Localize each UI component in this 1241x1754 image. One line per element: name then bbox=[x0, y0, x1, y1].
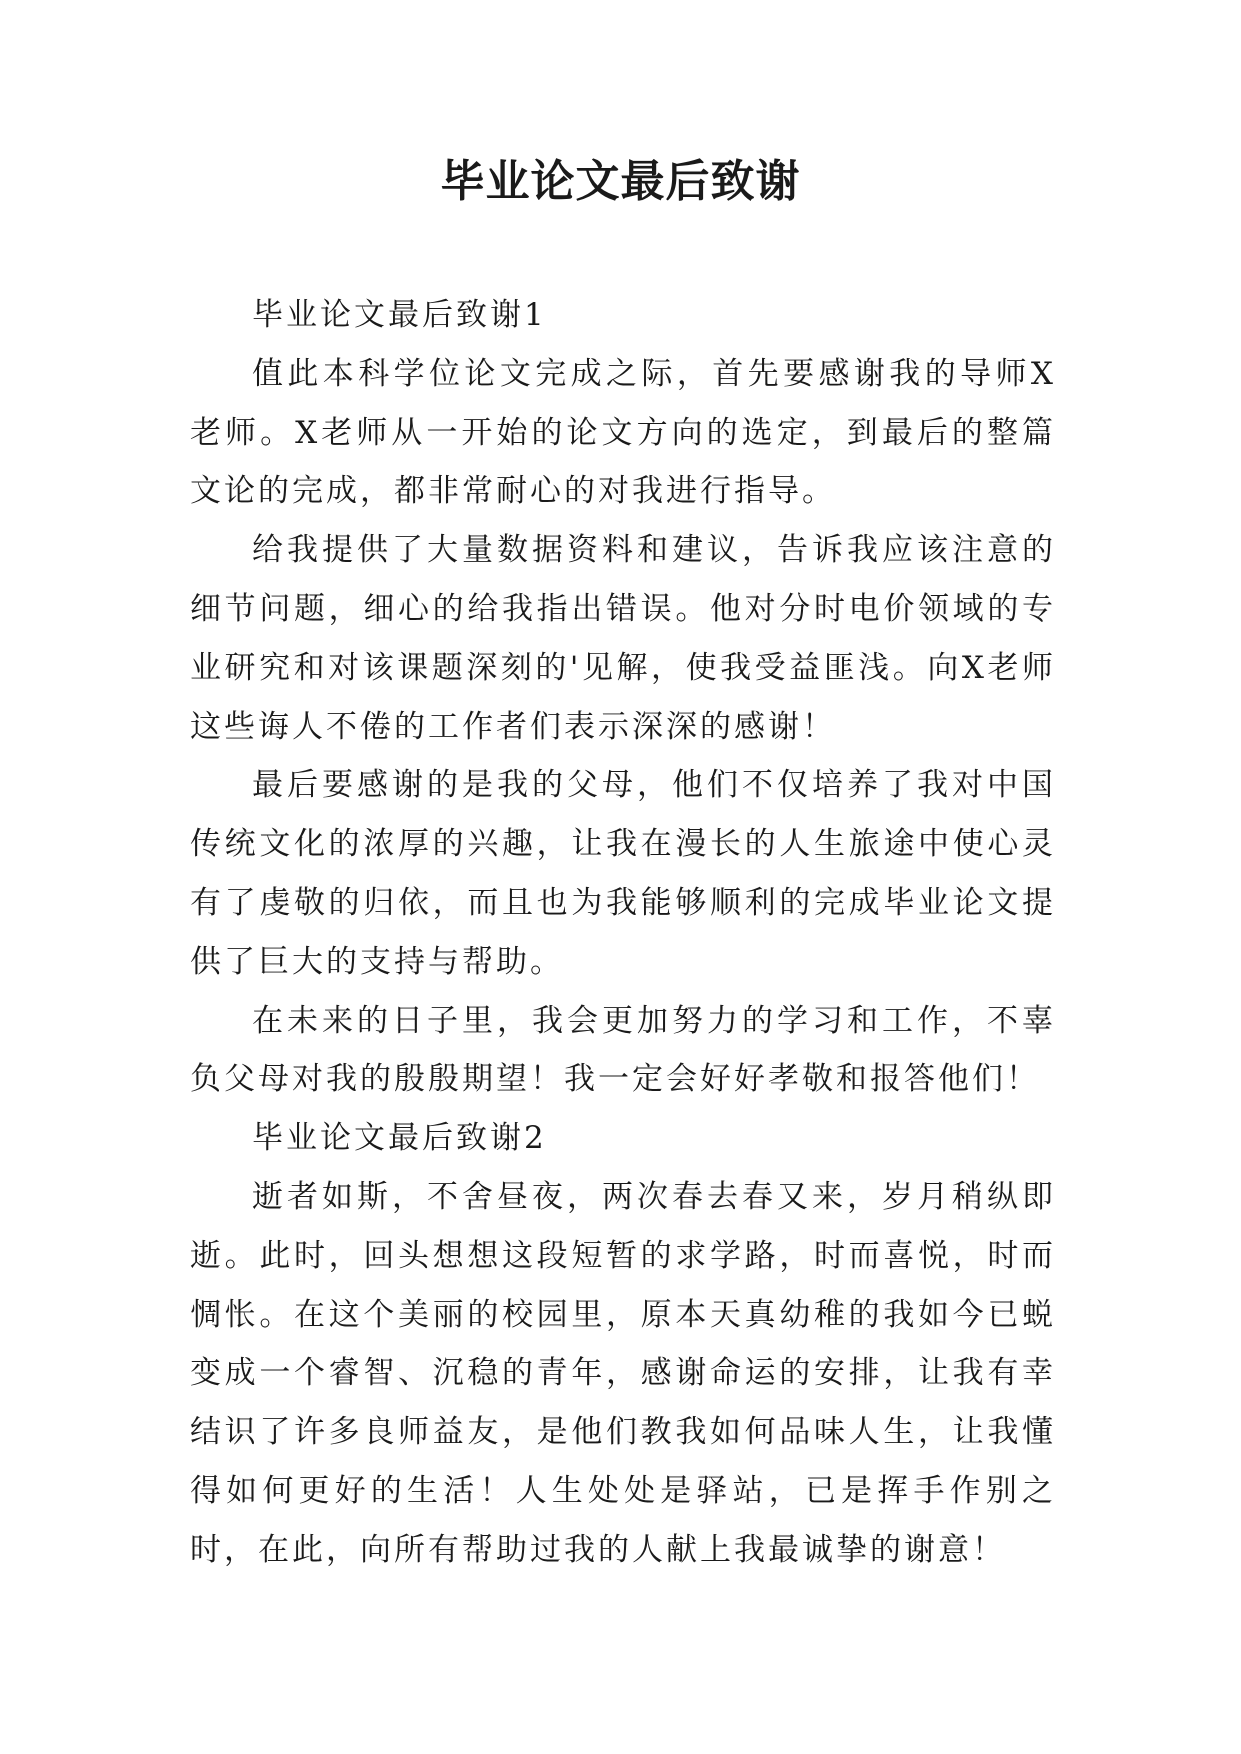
document-body bbox=[190, 286, 1056, 1580]
paragraph: 给我提供了大量数据资料和建议，告诉我应该注意的细节问题，细心的给我指出错误。他对分时电价领域的专业研究和对该课题深刻的'见解，使我受益匪浅。向X老师这些诲人不倦的工作者们表示深深的感谢！ bbox=[190, 532, 1056, 745]
paragraph: 最后要感谢的是我的父母，他们不仅培养了我对中国传统文化的浓厚的兴趣，让我在漫长的人生旅途中使心灵有了虔敬的归依，而且也为我能够顺利的完成毕业论文提供了巨大的支持与帮助。 bbox=[190, 767, 1056, 980]
section-heading-1: 毕业论文最后致谢1 bbox=[252, 297, 547, 333]
section-heading-2: 毕业论文最后致谢2 bbox=[252, 1120, 547, 1157]
paragraph: 值此本科学位论文完成之际，首先要感谢我的导师X老师。X老师从一开始的论文方向的选定，到最后的整篇文论的完成，都非常耐心的对我进行指导。 bbox=[190, 355, 1056, 510]
document-title: 毕业论文最后致谢 bbox=[440, 156, 801, 207]
paragraph: 逝者如斯，不舍昼夜，两次春去春又来，岁月稍纵即逝。此时，回头想想这段短暂的求学路，时而喜悦，时而惆怅。在这个美丽的校园里，原本天真幼稚的我如今已蜕变成一个睿智、沉稳的青年，感谢命运的安排，让我有幸结识了许多良师益友，是他们教我如何品味人生，让我懂得如何更好的生活！人生处处是驿站，已是挥手作别之时，在此，向所有帮助过我的人献上我最诚挚的谢意！ bbox=[190, 1178, 1056, 1568]
paragraph: 在未来的日子里，我会更加努力的学习和工作，不辜负父母对我的殷殷期望！我一定会好好孝敬和报答他们！ bbox=[190, 1002, 1056, 1098]
